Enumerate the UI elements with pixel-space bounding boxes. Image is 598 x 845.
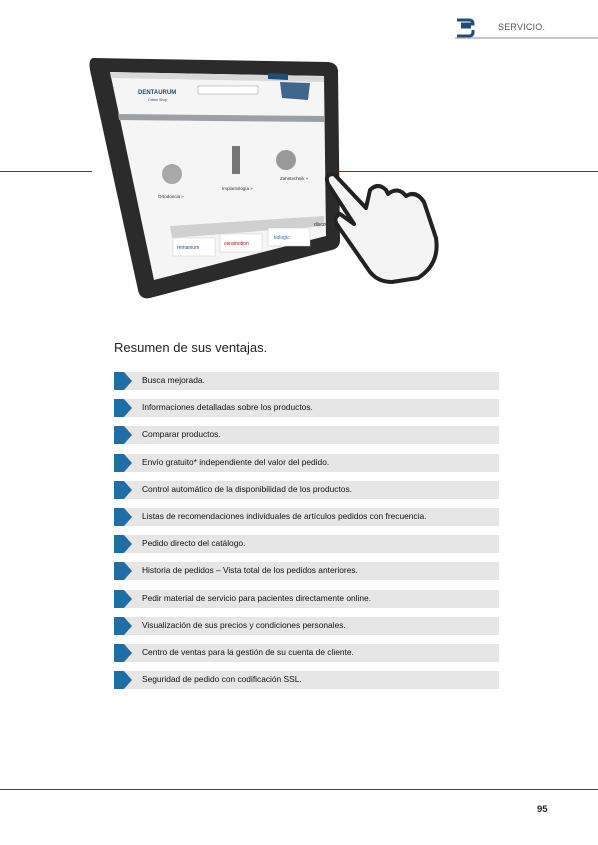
brand-4: discovery [314,222,336,228]
brand-2: ceramotion [224,241,249,247]
bullet-arrow-icon [114,399,124,417]
tablet-logo-text: DENTAURUM [138,90,177,96]
brand-1: remanium [177,245,200,251]
list-item: Envío gratuito* independiente del valor del pedido. [114,454,499,472]
tablet-logo-sub: Online Shop [148,98,168,102]
bullet-arrow-icon [114,644,124,662]
bullet-arrow-icon [114,590,124,608]
bullet-arrow-icon [114,426,124,444]
bullet-arrow-icon [114,562,124,580]
tablet-category-2: Implantología » [222,186,253,191]
list-item: Visualización de sus precios y condiciones personales. [114,617,499,635]
bullet-arrow-icon [114,372,124,390]
list-item: Control automático de la disponibilidad de los productos. [114,481,499,499]
tablet-illustration [88,50,468,300]
list-item: Seguridad de pedido con codificación SSL. [114,671,499,689]
divider-left [0,171,92,172]
list-item: Historia de pedidos – Vista total de los pedidos anteriores. [114,562,499,580]
dentaurum-logo-icon [455,17,475,39]
section-header-title: SERVICIO. [498,22,546,32]
bullet-arrow-icon [114,671,124,689]
tablet-category-1: Ortodoncia » [158,194,184,199]
bullet-arrow-icon [114,454,124,472]
list-item: Centro de ventas para la gestión de su cuenta de cliente. [114,644,499,662]
bullet-arrow-icon [114,508,124,526]
list-item: Pedir material de servicio para pacientes directamente online. [114,590,499,608]
list-item: Busca mejorada. [114,372,499,390]
bullet-arrow-icon [114,535,124,553]
footer-rule [0,789,598,790]
tablet-category-3: Zahntechnik » [280,176,309,181]
header-rule [455,37,598,39]
list-item: Listas de recomendaciones individuales de artículos pedidos con frecuencia. [114,508,499,526]
advantages-list [114,372,499,698]
list-item: Pedido directo del catálogo. [114,535,499,553]
bullet-arrow-icon [114,617,124,635]
list-item: Informaciones detalladas sobre los productos. [114,399,499,417]
brand-3: tiologic [274,235,290,241]
advantages-heading: Resumen de sus ventajas. [114,340,268,355]
page-number: 95 [537,804,548,815]
hand-pointer-icon [327,174,437,282]
bullet-arrow-icon [114,481,124,499]
list-item: Comparar productos. [114,426,499,444]
